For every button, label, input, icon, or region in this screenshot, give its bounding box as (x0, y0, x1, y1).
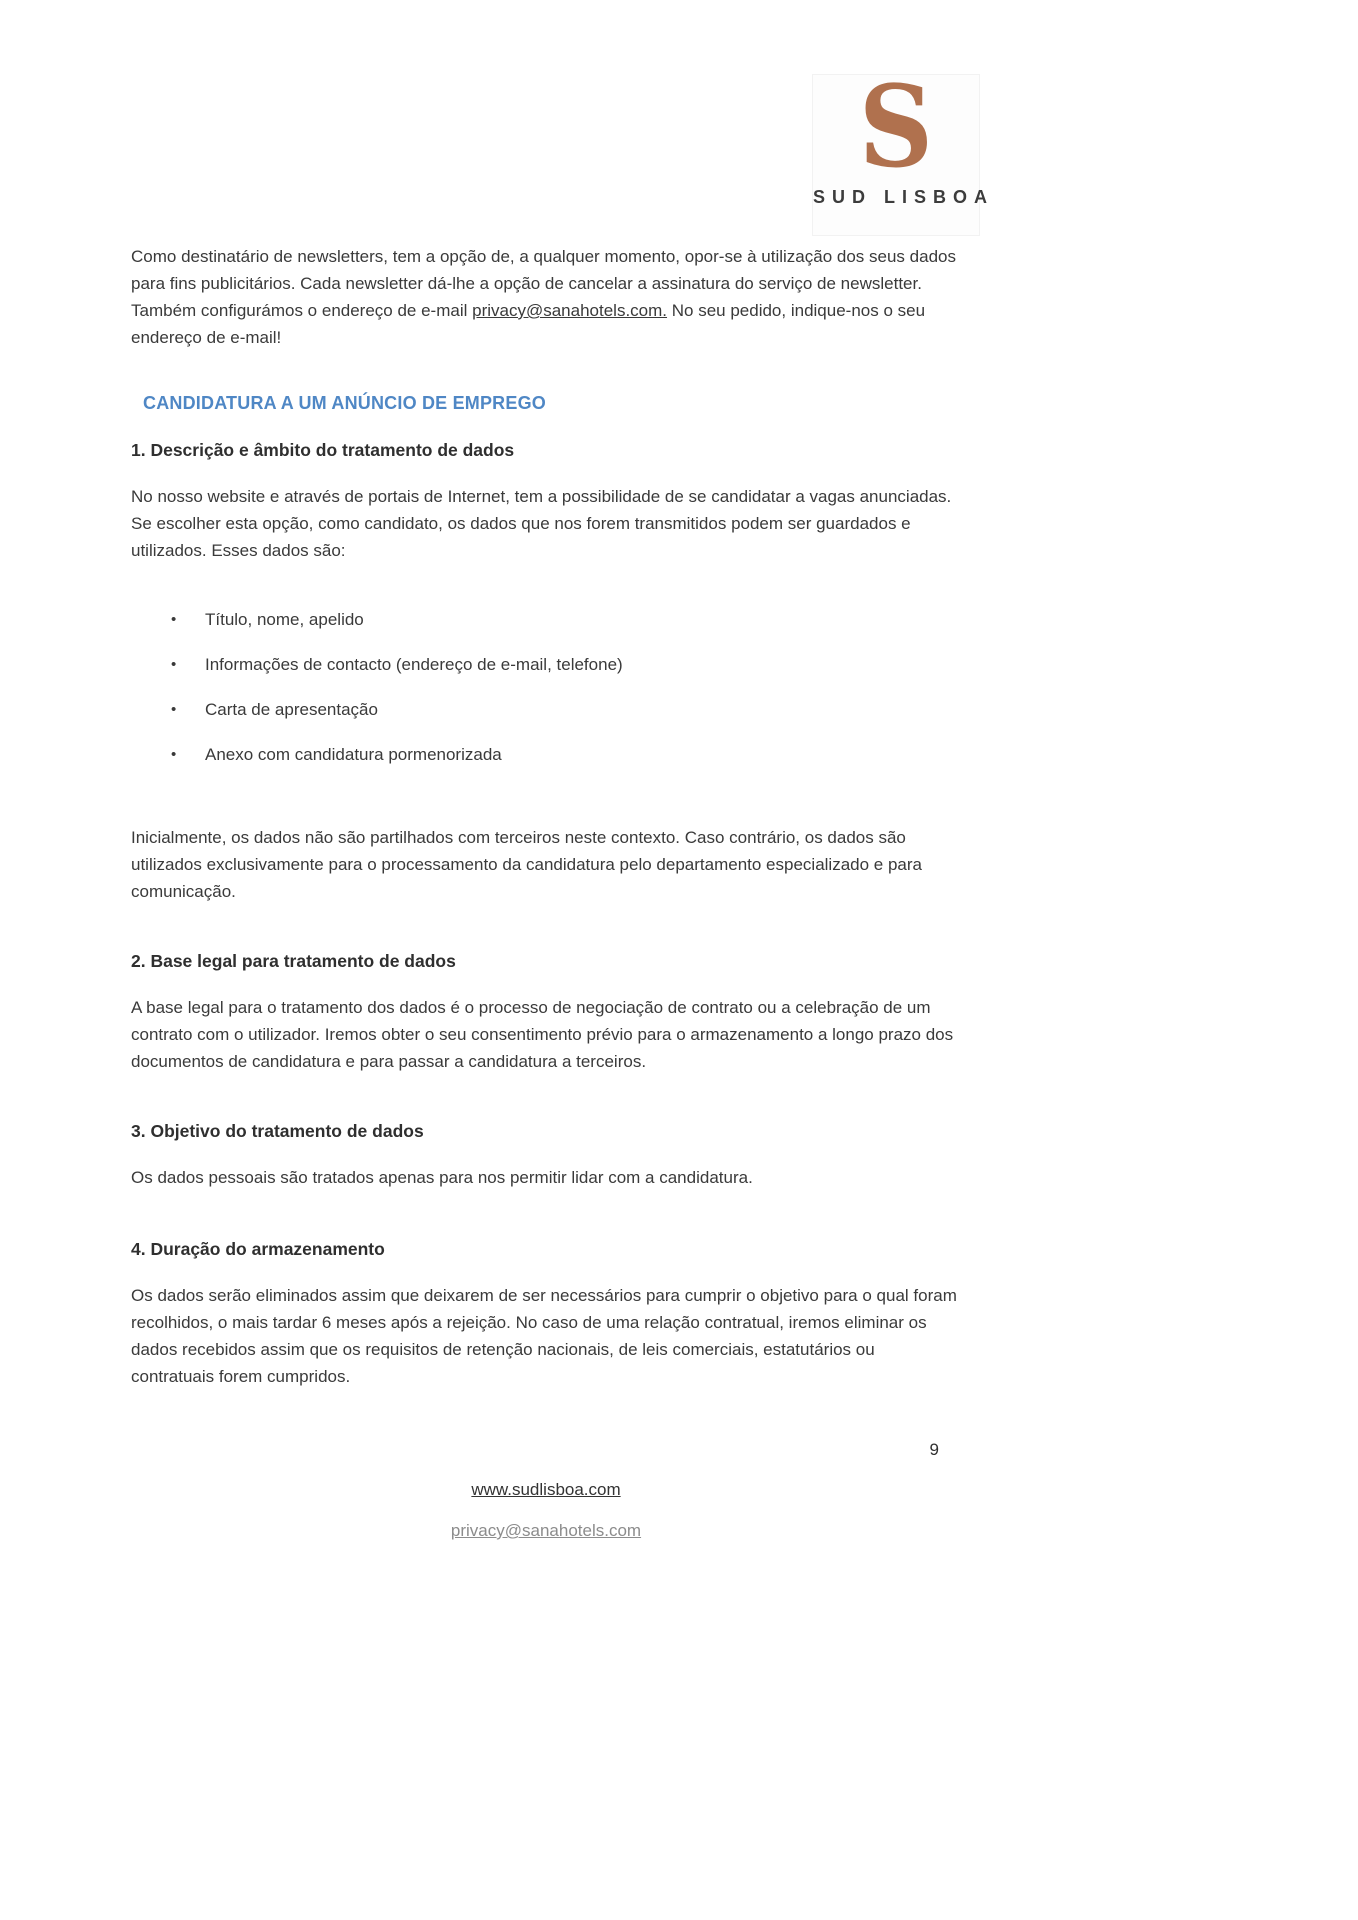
footer-website-link[interactable]: www.sudlisboa.com (471, 1480, 621, 1499)
subsection-body-2: A base legal para o tratamento dos dados é o processo de negociação de contrato ou a celebração de um contrato com o utilizador. Iremos obter o seu consentimento prévio para o armazenamento a longo prazo dos documentos de candidatura e para passar a candidatura a terceiros. (131, 998, 954, 1071)
bullet-icon: • (171, 701, 177, 718)
document-content (131, 0, 961, 1544)
bullet-icon: • (171, 746, 177, 763)
list-item (171, 696, 961, 723)
bullet-icon: • (171, 656, 177, 673)
subsection-title-1: 1. Descrição e âmbito do tratamento de dados (131, 440, 515, 460)
page-footer (131, 1440, 961, 1544)
page-number: 9 (929, 1440, 939, 1459)
list-item-text: Carta de apresentação (205, 700, 378, 719)
intro-text-after-link: No seu pedido, indique-nos o seu endereço de e-mail! (131, 301, 926, 347)
candidate-data-list (131, 606, 961, 768)
subsection-title-2: 2. Base legal para tratamento de dados (131, 951, 456, 971)
list-item (171, 651, 961, 678)
footer-email-link[interactable]: privacy@sanahotels.com (450, 1521, 642, 1540)
logo-s-monogram-icon: S (858, 62, 934, 193)
subsection-title-3: 3. Objetivo do tratamento de dados (131, 1121, 424, 1141)
subsection-body-1-continued: Inicialmente, os dados não são partilhados com terceiros neste contexto. Caso contrário, os dados são utilizados exclusivamente para o processamento da candidatura pelo departamento especializado e para comunicação. (131, 828, 922, 901)
subsection-title-4: 4. Duração do armazenamento (131, 1239, 385, 1259)
list-item-text: Título, nome, apelido (205, 610, 364, 629)
list-item-text: Anexo com candidatura pormenorizada (205, 745, 502, 764)
subsection-body-4: Os dados serão eliminados assim que deixarem de ser necessários para cumprir o objetivo para o qual foram recolhidos, o mais tardar 6 meses após a rejeição. No caso de uma relação contratual, iremos eliminar os dados recebidos assim que os requisitos de retenção nacionais, de leis comerciais, estatutários ou contratuais forem cumpridos. (131, 1286, 957, 1386)
list-item-text: Informações de contacto (endereço de e-mail, telefone) (205, 655, 623, 674)
bullet-icon: • (171, 611, 177, 628)
privacy-email-link[interactable]: privacy@sanahotels.com. (472, 301, 668, 320)
list-item (171, 741, 961, 768)
subsection-body-3: Os dados pessoais são tratados apenas para nos permitir lidar com a candidatura. (131, 1168, 753, 1187)
section-heading-candidatura: CANDIDATURA A UM ANÚNCIO DE EMPREGO (143, 393, 546, 413)
intro-paragraph (131, 243, 961, 351)
footer-links (131, 1476, 961, 1544)
intro-text-before-link: Como destinatário de newsletters, tem a opção de, a qualquer momento, opor-se à utilização dos seus dados para fins publicitários. Cada newsletter dá-lhe a opção de cancelar a assinatura do serviço de newsletter. Também configurámos o endereço de e-mail (131, 247, 956, 320)
list-item (171, 606, 961, 633)
logo-brand-name: SUD LISBOA (813, 187, 995, 208)
subsection-body-1: No nosso website e através de portais de Internet, tem a possibilidade de se candidatar a vagas anunciadas. Se escolher esta opção, como candidato, os dados que nos forem transmitidos podem ser guardados e utilizados. Esses dados são: (131, 487, 952, 560)
